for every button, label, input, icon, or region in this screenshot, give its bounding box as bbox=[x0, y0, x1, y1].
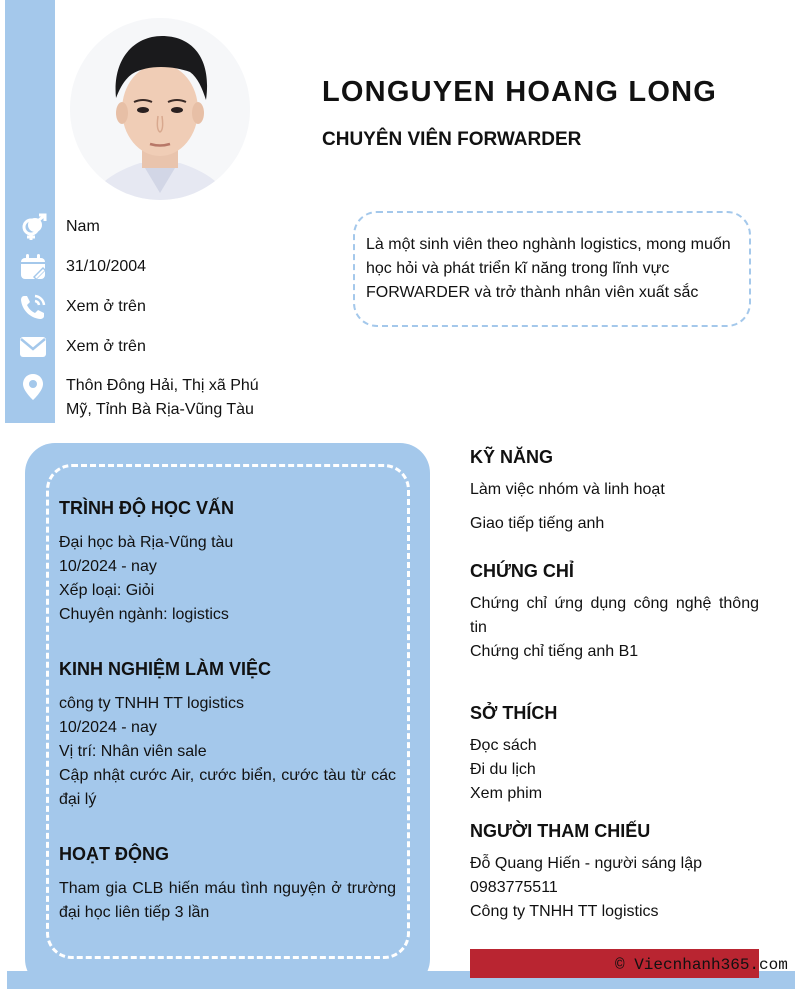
references-title: NGƯỜI THAM CHIẾU bbox=[470, 821, 651, 841]
skill-item: Giao tiếp tiếng anh bbox=[470, 515, 605, 532]
education-line: Xếp loại: Giỏi bbox=[59, 582, 155, 599]
activities-section bbox=[59, 842, 396, 925]
experience-line: 10/2024 - nay bbox=[59, 719, 157, 736]
career-objective bbox=[353, 211, 751, 327]
calendar-icon bbox=[19, 253, 47, 281]
address-value: Thôn Đông Hải, Thị xã Phú Mỹ, Tỉnh Bà Rịa-Vũng Tàu bbox=[66, 377, 259, 418]
certificates-section bbox=[470, 559, 759, 664]
info-birthdate bbox=[0, 250, 300, 290]
job-title: CHUYÊN VIÊN FORWARDER bbox=[322, 129, 582, 150]
education-title: TRÌNH ĐỘ HỌC VẤN bbox=[59, 498, 234, 518]
reference-line: Đỗ Quang Hiến - người sáng lập bbox=[470, 855, 702, 872]
info-address bbox=[0, 370, 300, 422]
info-email bbox=[0, 330, 300, 370]
references-section bbox=[470, 819, 759, 924]
email-value: Xem ở trên bbox=[66, 338, 146, 355]
experience-title: KINH NGHIỆM LÀM VIỆC bbox=[59, 659, 272, 679]
gender-icon bbox=[19, 213, 47, 241]
experience-line: công ty TNHH TT logistics bbox=[59, 695, 244, 712]
skill-item: Làm việc nhóm và linh hoạt bbox=[470, 481, 665, 498]
activities-title: HOẠT ĐỘNG bbox=[59, 844, 169, 864]
experience-line: Vị trí: Nhân viên sale bbox=[59, 743, 207, 760]
certificates-title: CHỨNG CHỈ bbox=[470, 561, 574, 581]
hobbies-title: SỞ THÍCH bbox=[470, 703, 558, 723]
location-pin-icon bbox=[19, 373, 47, 401]
hobbies-section bbox=[470, 701, 759, 806]
activities-line: Tham gia CLB hiến máu tình nguyện ở trường đại học liên tiếp 3 lần bbox=[59, 880, 396, 921]
birthdate-value: 31/10/2004 bbox=[66, 258, 147, 275]
gender-value: Nam bbox=[66, 218, 100, 235]
info-phone bbox=[0, 290, 300, 330]
hobby-item: Đi du lịch bbox=[470, 761, 536, 778]
avatar bbox=[70, 18, 250, 200]
reference-line: 0983775511 bbox=[470, 879, 558, 896]
info-gender bbox=[0, 210, 300, 250]
education-line: 10/2024 - nay bbox=[59, 558, 157, 575]
phone-icon bbox=[19, 293, 47, 321]
education-section bbox=[59, 496, 396, 627]
skills-title: KỸ NĂNG bbox=[470, 447, 554, 467]
certificate-item: Chứng chỉ ứng dụng công nghệ thông tin bbox=[470, 595, 759, 636]
education-line: Đại học bà Rịa-Vũng tàu bbox=[59, 534, 234, 551]
certificate-item: Chứng chỉ tiếng anh B1 bbox=[470, 643, 639, 660]
experience-section bbox=[59, 657, 396, 812]
candidate-name: LONGUYEN HOANG LONG bbox=[322, 76, 717, 108]
watermark-text: © Viecnhanh365.com bbox=[615, 956, 788, 974]
hobby-item: Đọc sách bbox=[470, 737, 537, 754]
hobby-item: Xem phim bbox=[470, 785, 543, 802]
reference-line: Công ty TNHH TT logistics bbox=[470, 903, 659, 920]
skills-section bbox=[470, 445, 759, 536]
profile-photo bbox=[70, 18, 250, 200]
objective-text: Là một sinh viên theo nghành logistics, mong muốn học hỏi và phát triển kĩ năng trong lĩnh vực FORWARDER và trở thành nhân viên xuất sắc bbox=[366, 236, 731, 301]
phone-value: Xem ở trên bbox=[66, 298, 146, 315]
experience-line: Cập nhật cước Air, cước biển, cước tàu từ các đại lý bbox=[59, 767, 396, 808]
envelope-icon bbox=[19, 333, 47, 361]
education-line: Chuyên ngành: logistics bbox=[59, 606, 229, 623]
